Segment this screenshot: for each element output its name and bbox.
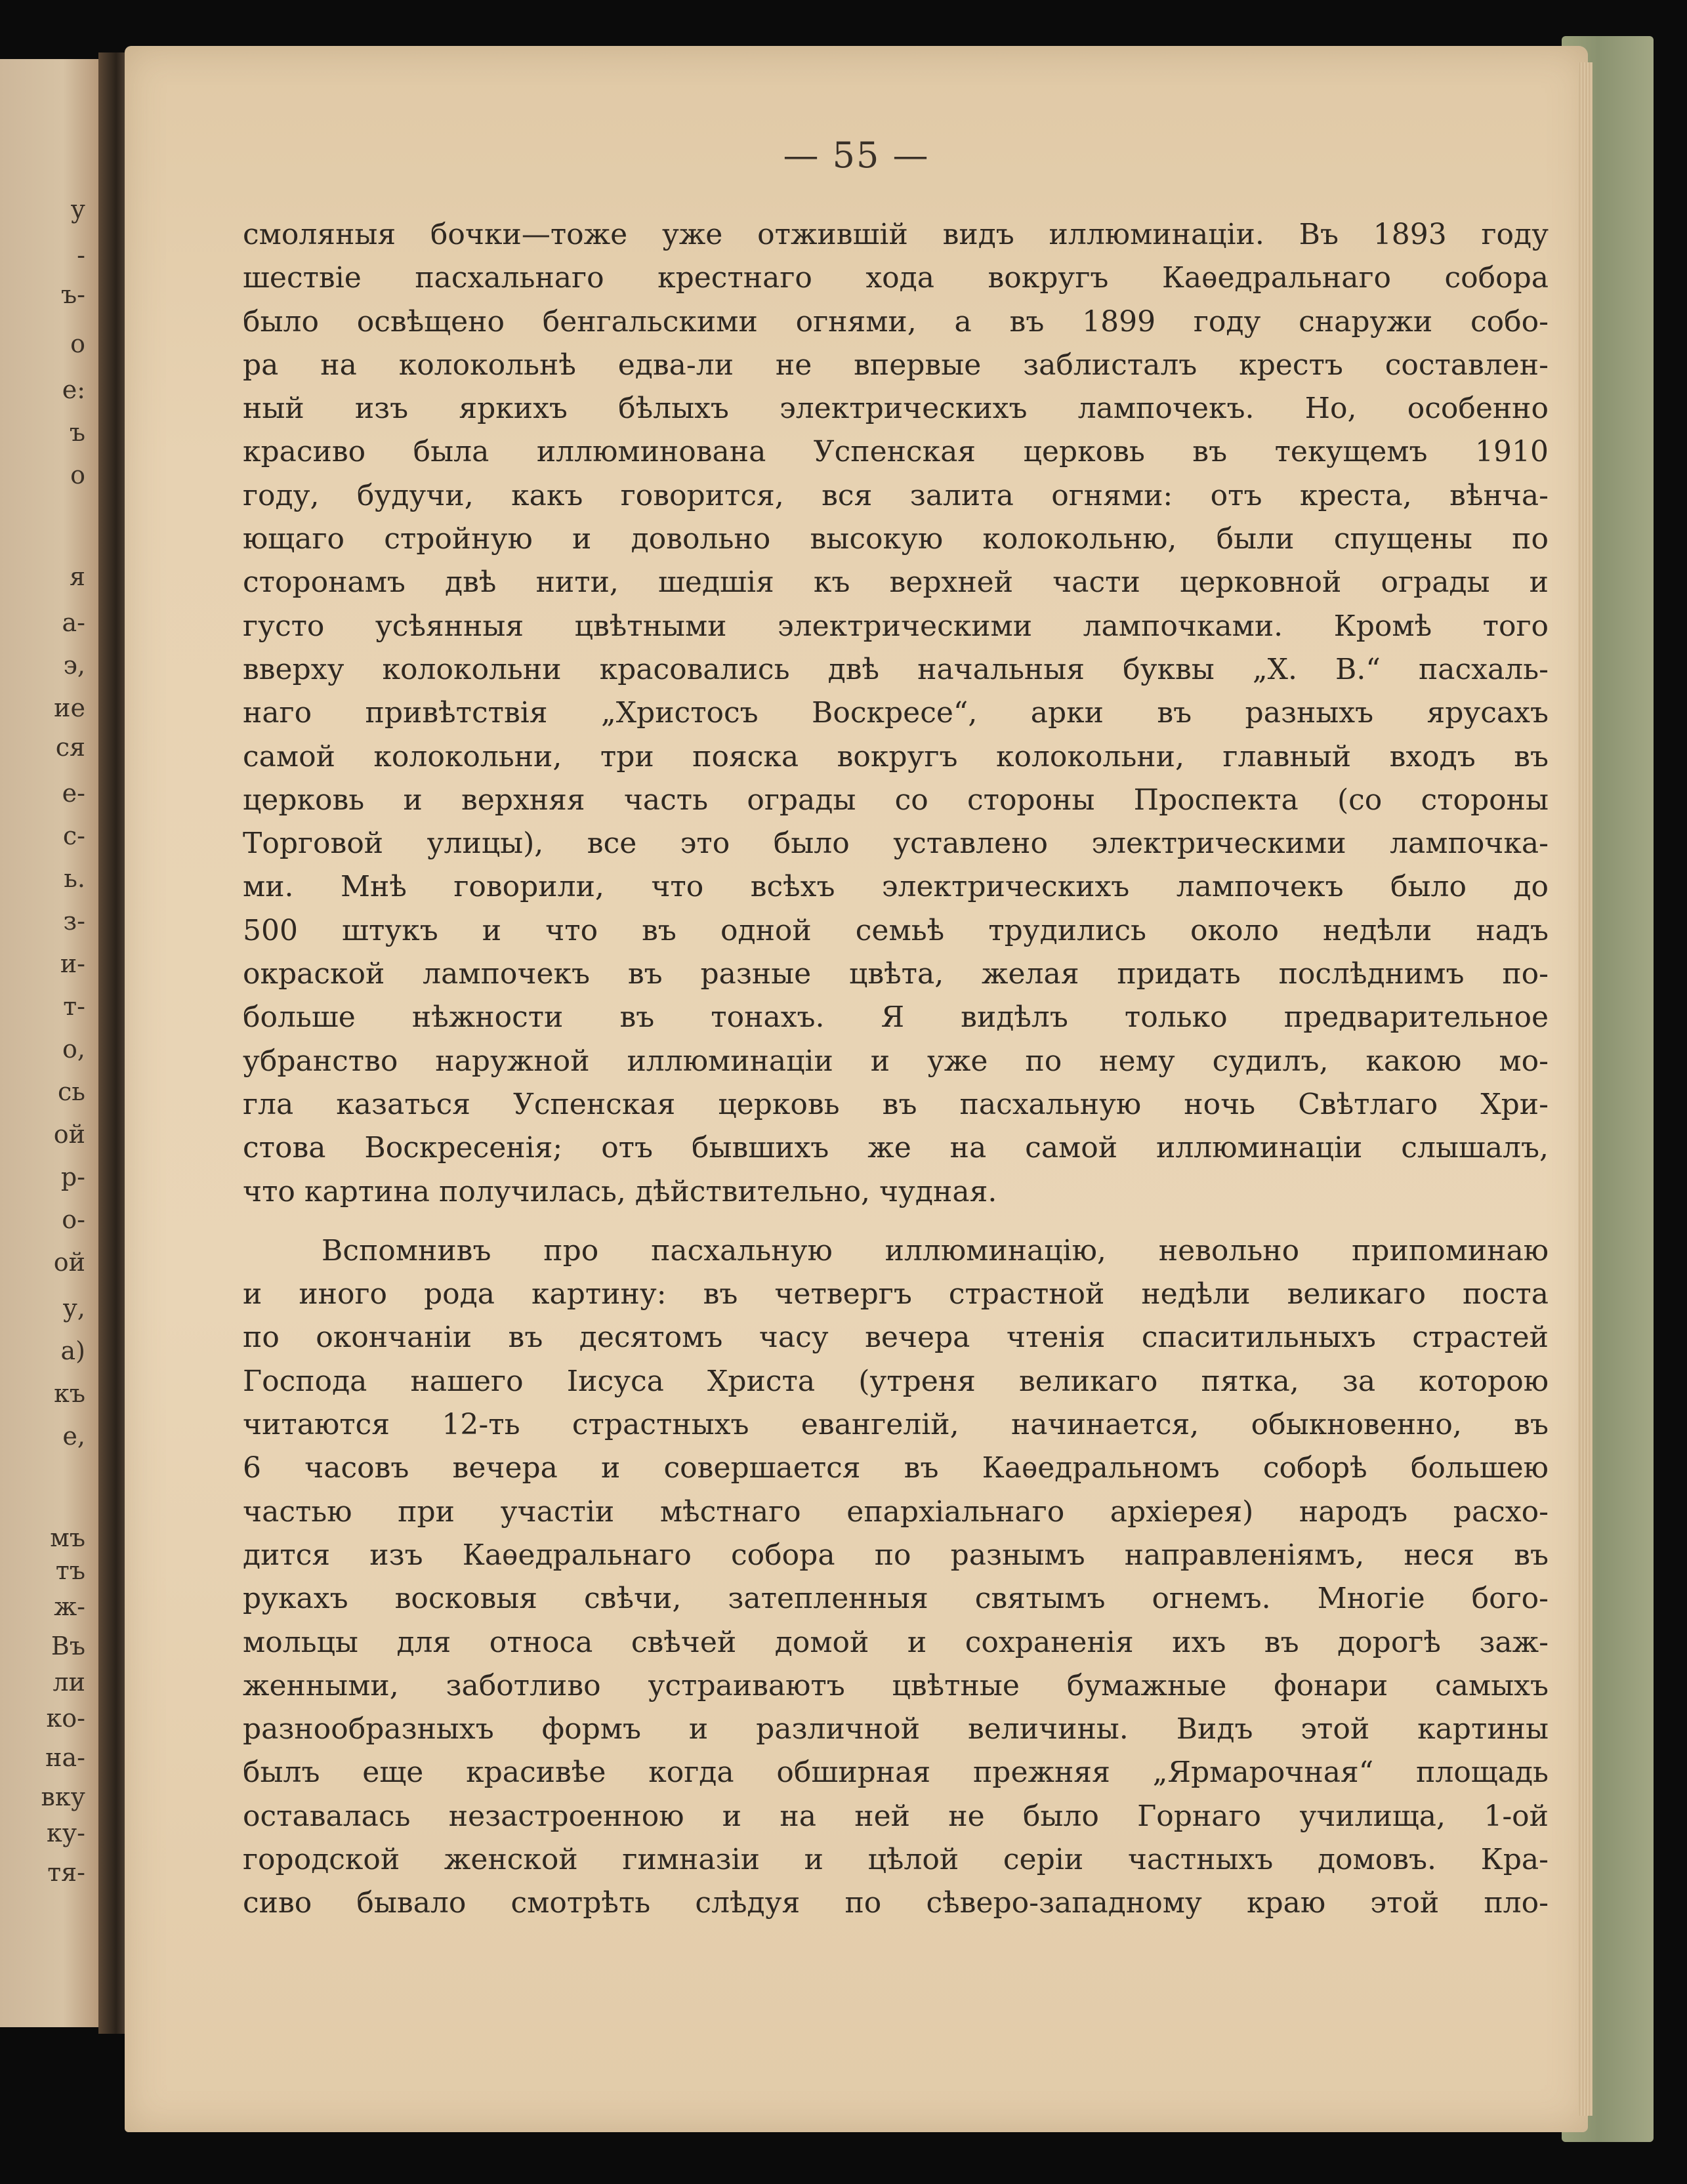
text-line: ющаго стройную и довольно высокую колокольню, были спущены по bbox=[243, 522, 1549, 556]
facing-page-fragment: а- bbox=[62, 608, 85, 637]
text-line: красиво была иллюминована Успенская церковь въ текущемъ 1910 bbox=[243, 435, 1549, 469]
facing-page-fragment: ли bbox=[52, 1668, 85, 1697]
text-line: оставалась незастроенною и на ней не было Горнаго училища, 1-ой bbox=[243, 1799, 1549, 1833]
facing-page-fragment: ой bbox=[53, 1248, 85, 1277]
text-line: смоляныя бочки—тоже уже отжившій видъ иллюминаціи. Въ 1893 году bbox=[243, 218, 1549, 251]
text-line: больше нѣжности въ тонахъ. Я видѣлъ только предварительное bbox=[243, 1000, 1549, 1035]
text-line: вверху колокольни красовались двѣ начальныя буквы „Х. В.“ пасхаль- bbox=[243, 652, 1549, 686]
text-line: читаются 12-ть страстныхъ евангелій, начинается, обыкновенно, въ bbox=[243, 1408, 1549, 1442]
text-line: городской женской гимназіи и цѣлой серіи частныхъ домовъ. Кра- bbox=[243, 1842, 1549, 1876]
text-line: ми. Мнѣ говорили, что всѣхъ электрическихъ лампочекъ было до bbox=[243, 870, 1549, 904]
facing-page-fragment: а) bbox=[60, 1336, 85, 1365]
text-line: 6 часовъ вечера и совершается въ Каѳедральномъ соборѣ большею bbox=[243, 1451, 1549, 1485]
text-line: окраской лампочекъ въ разные цвѣта, желая придать послѣднимъ по- bbox=[243, 957, 1549, 991]
facing-page-fragment: о, bbox=[62, 1035, 85, 1063]
left-facing-page bbox=[0, 59, 115, 2027]
text-line: наго привѣтствія „Христосъ Воскресе“, арки въ разныхъ ярусахъ bbox=[243, 696, 1549, 730]
text-line: былъ еще красивѣе когда обширная прежняя „Ярмарочная“ площадь bbox=[243, 1756, 1549, 1790]
text-line: частью при участіи мѣстнаго епархіальнаго архіерея) народъ расхо- bbox=[243, 1494, 1549, 1529]
text-line: сторонамъ двѣ нити, шедшія къ верхней части церковной ограды и bbox=[243, 566, 1549, 600]
facing-page-fragment: е, bbox=[62, 1422, 85, 1451]
facing-page-fragment: е: bbox=[62, 375, 85, 404]
text-line: рукахъ восковыя свѣчи, затепленныя святымъ огнемъ. Многіе бого- bbox=[243, 1582, 1549, 1616]
facing-page-fragment: у, bbox=[62, 1294, 85, 1323]
facing-page-fragment: о bbox=[70, 329, 85, 358]
text-line: ра на колокольнѣ едва-ли не впервые заблисталъ крестъ составлен- bbox=[243, 348, 1549, 382]
text-line: ный изъ яркихъ бѣлыхъ электрическихъ лампочекъ. Но, особенно bbox=[243, 392, 1549, 426]
text-line: Господа нашего Іисуса Христа (утреня великаго пятка, за которою bbox=[243, 1364, 1549, 1398]
facing-page-fragment: и- bbox=[60, 949, 85, 978]
text-line: Торговой улицы), все это было уставлено электрическими лампочка- bbox=[243, 827, 1549, 861]
facing-page-fragment: ь. bbox=[64, 864, 85, 893]
facing-page-fragment: - bbox=[77, 241, 85, 270]
facing-page-fragment: сь bbox=[58, 1077, 85, 1106]
paragraph-gap bbox=[243, 1214, 1549, 1229]
facing-page-fragment: у bbox=[70, 195, 85, 224]
text-line: по окончаніи въ десятомъ часу вечера чтенія спаситильныхъ страстей bbox=[243, 1321, 1549, 1355]
facing-page-fragment: ку- bbox=[47, 1819, 85, 1847]
text-line: шествіе пасхальнаго крестнаго хода вокругъ Каѳедральнаго собора bbox=[243, 261, 1549, 295]
facing-page-fragment: о- bbox=[62, 1205, 85, 1234]
facing-page-fragment: ся bbox=[55, 733, 85, 762]
facing-page-fragment: вку bbox=[41, 1782, 85, 1811]
page-edges bbox=[1578, 62, 1593, 2116]
facing-page-fragment: ъ bbox=[69, 418, 85, 447]
facing-page-fragment: мъ bbox=[50, 1523, 85, 1552]
facing-page-fragment: э, bbox=[63, 651, 85, 680]
text-line: сиво бывало смотрѣть слѣдуя по сѣверо-западному краю этой пло- bbox=[243, 1886, 1549, 1920]
facing-page-fragment: я bbox=[70, 562, 85, 591]
facing-page-fragment: з- bbox=[63, 907, 85, 936]
facing-page-fragment: ж- bbox=[54, 1592, 85, 1621]
text-line: и иного рода картину: въ четвергъ страстной недѣли великаго поста bbox=[243, 1277, 1549, 1311]
text-line: Вспомнивъ про пасхальную иллюминацію, невольно припоминаю bbox=[322, 1233, 1549, 1267]
text-line: что картина получилась, дѣйствительно, чудная. bbox=[243, 1174, 997, 1208]
facing-page-fragment: ой bbox=[53, 1120, 85, 1149]
facing-page-fragment: е- bbox=[62, 779, 85, 808]
facing-page-fragment: т- bbox=[63, 992, 85, 1021]
text-line: стова Воскресенія; отъ бывшихъ же на самой иллюминаціи слышалъ, bbox=[243, 1131, 1549, 1165]
text-line: году, будучи, какъ говорится, вся залита огнями: отъ креста, вѣнча- bbox=[243, 478, 1549, 512]
text-line: разнообразныхъ формъ и различной величины. Видъ этой картины bbox=[243, 1712, 1549, 1746]
facing-page-fragment: ъ- bbox=[60, 280, 85, 309]
facing-page-fragment: Въ bbox=[51, 1632, 85, 1660]
text-line: мольцы для относа свѣчей домой и сохраненія ихъ въ дорогѣ заж- bbox=[243, 1625, 1549, 1659]
text-line: самой колокольни, три пояска вокругъ колокольни, главный входъ въ bbox=[243, 739, 1549, 773]
page-55 bbox=[125, 46, 1588, 2132]
text-line: было освѣщено бенгальскими огнями, а въ 1899 году снаружи собо- bbox=[243, 304, 1549, 339]
text-line: убранство наружной иллюминаціи и уже по нему судилъ, какою мо- bbox=[243, 1044, 1549, 1078]
facing-page-fragment: на- bbox=[45, 1743, 85, 1772]
page-number: — 55 — bbox=[783, 134, 930, 176]
text-line: дится изъ Каѳедральнаго собора по разнымъ направленіямъ, неся въ bbox=[243, 1538, 1549, 1572]
text-line: 500 штукъ и что въ одной семьѣ трудились около недѣли надъ bbox=[243, 913, 1549, 947]
text-line: женными, заботливо устраиваютъ цвѣтные бумажные фонари самыхъ bbox=[243, 1668, 1549, 1702]
facing-page-fragment: тъ bbox=[55, 1556, 85, 1585]
text-line: гла казаться Успенская церковь въ пасхальную ночь Свѣтлаго Хри- bbox=[243, 1087, 1549, 1121]
facing-page-fragment: тя- bbox=[47, 1858, 85, 1887]
page-text bbox=[243, 213, 1549, 1926]
text-line: густо усѣянныя цвѣтными электрическими лампочками. Кромѣ того bbox=[243, 609, 1549, 643]
facing-page-fragment: р- bbox=[60, 1163, 85, 1191]
facing-page-fragment: къ bbox=[54, 1379, 85, 1408]
facing-page-fragment: ко- bbox=[46, 1704, 85, 1733]
facing-page-fragment: ие bbox=[54, 693, 85, 722]
text-line: церковь и верхняя часть ограды со стороны Проспекта (со стороны bbox=[243, 783, 1549, 817]
facing-page-fragment: о bbox=[70, 461, 85, 489]
facing-page-fragment: с- bbox=[62, 821, 85, 850]
